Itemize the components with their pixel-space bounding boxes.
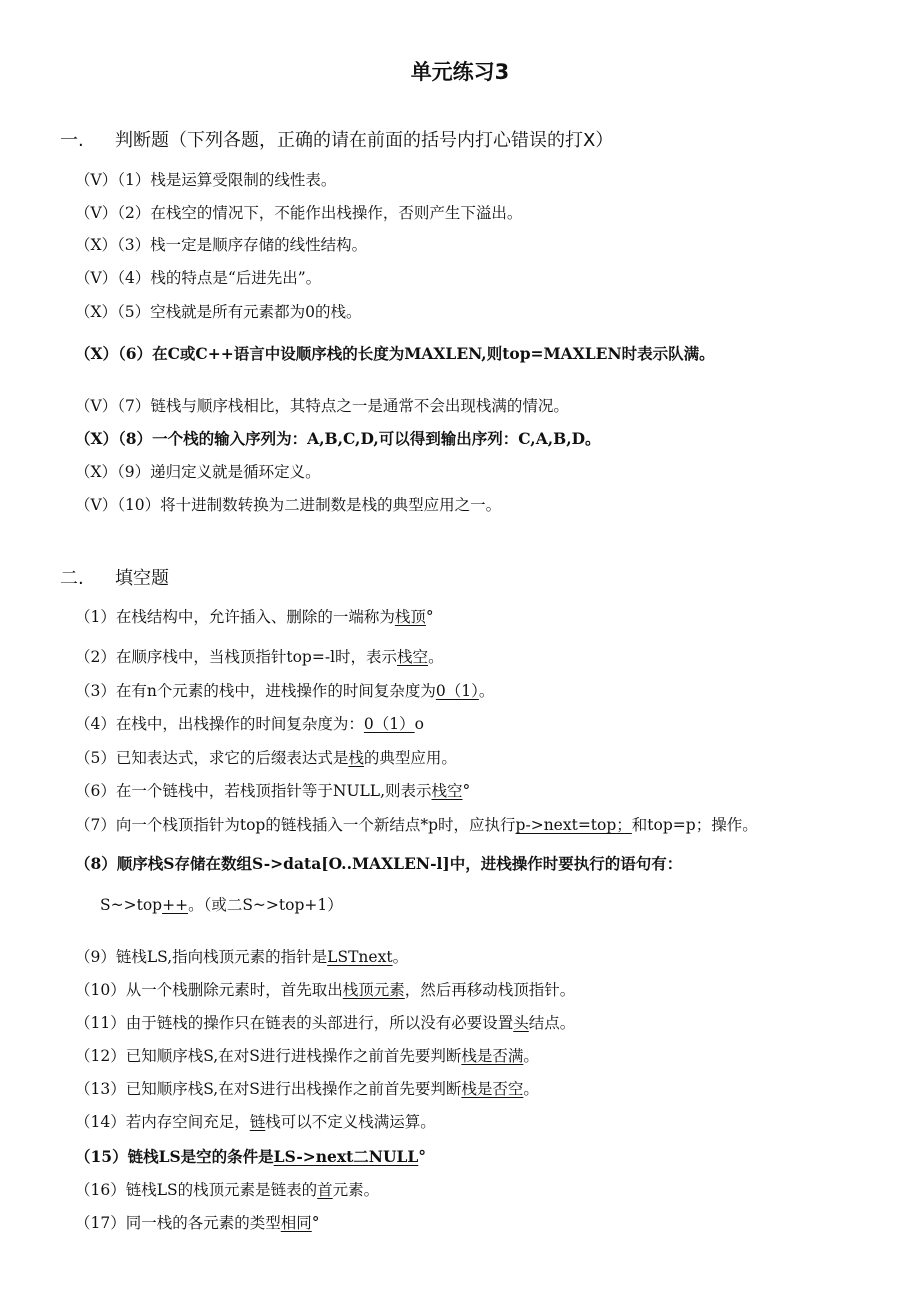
- item-text: 在栈空的情况下，不能作出栈操作，否则产生下溢出。: [150, 204, 523, 222]
- item-text: 已知顺序栈S,在对S进行进栈操作之前首先要判断: [125, 1047, 462, 1065]
- answer-blank: 栈是否空: [461, 1080, 524, 1098]
- answer-blank: p->next=top；: [515, 816, 632, 834]
- item-number: （5）: [75, 749, 116, 767]
- answer-blank: 0（1）: [435, 682, 479, 700]
- item-number: （V）（1）: [75, 171, 151, 189]
- item-number: （15）: [75, 1147, 128, 1166]
- answer-blank: ++: [162, 896, 189, 914]
- item-text: 一个栈的输入序列为：A,B,C,D,可以得到输出序列：C,A,B,D。: [152, 429, 601, 448]
- fill-blank-item: [75, 980, 575, 1000]
- item-text: 在栈中，出栈操作的时间复杂度为：: [115, 715, 364, 733]
- item-number: （V）（10）: [75, 496, 161, 514]
- item-number: （17）: [75, 1214, 126, 1232]
- item-text: 链栈LS,指向栈顶元素的指针是: [115, 948, 328, 966]
- fill-blank-item: [75, 1046, 539, 1066]
- item-number: （V）（4）: [75, 269, 151, 287]
- fill-blank-item: [75, 1180, 379, 1200]
- item-text: 链栈LS的栈顶元素是链表的: [125, 1181, 318, 1199]
- fill-blank-item: [75, 681, 494, 701]
- answer-blank: 0（1）: [363, 715, 415, 733]
- item-number: （8）: [75, 854, 117, 873]
- answer-blank: 栈: [348, 749, 364, 767]
- item-text: 顺序栈S存储在数组S->data[O..MAXLEN-l]中，进栈操作时要执行的语句有：: [116, 854, 683, 873]
- item-text: 将十进制数转换为二进制数是栈的典型应用之一。: [160, 496, 502, 514]
- judgement-item: [75, 302, 362, 322]
- section-2-heading: [60, 564, 169, 590]
- item-text-tail: o: [414, 715, 424, 733]
- item-text: 由于链栈的操作只在链表的头部进行，所以没有必要设置: [125, 1014, 514, 1032]
- item-number: （7）: [75, 816, 116, 834]
- answer-blank: LS->next二NULL: [273, 1147, 419, 1166]
- item-text: 已知顺序栈S,在对S进行出栈操作之前首先要判断: [125, 1080, 462, 1098]
- judgement-item: [75, 235, 367, 255]
- item-number: （V）（2）: [75, 204, 151, 222]
- item-text: 在C或C++语言中设顺序栈的长度为MAXLEN,则top=MAXLEN时表示队满。: [152, 344, 715, 363]
- item-number: （X）（3）: [75, 236, 151, 254]
- fill-blank-item: [75, 1213, 320, 1233]
- section-title: 填空题: [115, 568, 169, 589]
- judgement-item: [75, 429, 601, 449]
- item-number: （X）（6）: [75, 344, 153, 363]
- answer-blank: 首: [317, 1181, 333, 1199]
- item-text-tail: 。: [428, 648, 444, 666]
- item-number: （16）: [75, 1181, 126, 1199]
- item-text: 若内存空间充足，: [125, 1113, 250, 1131]
- item-number: （14）: [75, 1113, 126, 1131]
- item-number: （11）: [75, 1014, 126, 1032]
- item-text-tail: 结点。: [528, 1014, 576, 1032]
- item-number: （4）: [75, 715, 116, 733]
- item-text-tail: 。: [392, 948, 409, 966]
- item-number: （X）（5）: [75, 303, 151, 321]
- fill-blank-item: [75, 1112, 436, 1132]
- item-number: （2）: [75, 648, 116, 666]
- judgement-item: [75, 462, 321, 482]
- item-text-tail: ，然后再移动栈顶指针。: [404, 981, 576, 999]
- page-title: 单元练习3: [410, 60, 510, 84]
- item-text-tail: 和top=p；操作。: [631, 816, 758, 834]
- judgement-item: [75, 203, 522, 223]
- item-number: （12）: [75, 1047, 126, 1065]
- item-text: S~>top: [100, 896, 163, 914]
- fill-blank-item: [75, 854, 682, 874]
- item-number: （3）: [75, 682, 116, 700]
- item-number: （6）: [75, 782, 116, 800]
- item-text: 栈一定是顺序存储的线性结构。: [150, 236, 368, 254]
- judgement-item: [75, 344, 715, 364]
- fill-blank-item: [75, 781, 470, 801]
- item-text-tail: 栈可以不定义栈满运算。: [265, 1113, 436, 1131]
- item-text: 链栈与顺序栈相比，其特点之一是通常不会出现栈满的情况。: [150, 397, 569, 415]
- item-text-tail: 。: [523, 1080, 539, 1098]
- fill-blank-item: [75, 815, 758, 835]
- answer-blank: 头: [513, 1014, 529, 1032]
- item-number: （9）: [75, 948, 116, 966]
- item-text: 向一个栈顶指针为top的链栈插入一个新结点*p时，应执行: [115, 816, 516, 834]
- judgement-item: [75, 396, 569, 416]
- item-number: （X）（8）: [75, 429, 153, 448]
- fill-blank-item: [75, 1147, 426, 1167]
- item-text-tail: °: [311, 1214, 320, 1232]
- fill-blank-item: [75, 1079, 539, 1099]
- answer-blank: 栈是否满: [461, 1047, 524, 1065]
- item-text-tail: °: [462, 782, 471, 800]
- fill-blank-item: [100, 895, 343, 915]
- item-text: 在一个链栈中，若栈顶指针等于NULL,则表示: [115, 782, 432, 800]
- answer-blank: 栈空: [397, 648, 429, 666]
- item-text-tail: 。: [478, 682, 495, 700]
- item-text-tail: 。: [523, 1047, 539, 1065]
- item-text-tail: °: [418, 1147, 427, 1166]
- fill-blank-item: [75, 748, 457, 768]
- fill-blank-item: [75, 647, 444, 667]
- item-text-tail: 。（或二S~>top+1）: [188, 896, 343, 914]
- answer-blank: LSTnext: [327, 948, 393, 966]
- item-text: 递归定义就是循环定义。: [150, 463, 321, 481]
- item-text: 同一栈的各元素的类型: [125, 1214, 281, 1232]
- judgement-item: [75, 170, 336, 190]
- item-text: 栈是运算受限制的线性表。: [150, 171, 337, 189]
- item-text-tail: 元素。: [332, 1181, 380, 1199]
- section-number: 一.: [60, 130, 84, 151]
- item-text: 链栈LS是空的条件是: [127, 1147, 274, 1166]
- item-text: 在栈结构中，允许插入、删除的一端称为: [115, 608, 395, 626]
- item-number: （13）: [75, 1080, 126, 1098]
- item-text: 已知表达式，求它的后缀表达式是: [115, 749, 349, 767]
- item-text-tail: 的典型应用。: [363, 749, 457, 767]
- item-text: 栈的特点是“后进先出”。: [150, 269, 322, 287]
- item-text: 空栈就是所有元素都为0的栈。: [150, 303, 362, 321]
- item-text: 从一个栈删除元素时，首先取出: [125, 981, 343, 999]
- section-title: 判断题（下列各题，正确的请在前面的括号内打心错误的打X）: [115, 130, 614, 151]
- fill-blank-item: [75, 947, 408, 967]
- answer-blank: 栈空: [431, 782, 463, 800]
- fill-blank-item: [75, 607, 434, 627]
- section-number: 二.: [60, 568, 84, 589]
- item-text: 在有n个元素的栈中，进栈操作的时间复杂度为: [115, 682, 436, 700]
- fill-blank-item: [75, 1013, 575, 1033]
- item-number: （V）（7）: [75, 397, 151, 415]
- answer-blank: 相同: [280, 1214, 312, 1232]
- item-text: 在顺序栈中，当栈顶指针top=-l时，表示: [115, 648, 398, 666]
- answer-blank: 链: [249, 1113, 266, 1131]
- item-number: （1）: [75, 608, 116, 626]
- item-number: （10）: [75, 981, 126, 999]
- section-1-heading: [60, 126, 613, 152]
- item-text-tail: °: [425, 608, 434, 626]
- fill-blank-item: [75, 714, 424, 734]
- judgement-item: [75, 495, 501, 515]
- judgement-item: [75, 268, 321, 288]
- answer-blank: 栈顶: [394, 608, 426, 626]
- answer-blank: 栈顶元素: [342, 981, 405, 999]
- item-number: （X）（9）: [75, 463, 151, 481]
